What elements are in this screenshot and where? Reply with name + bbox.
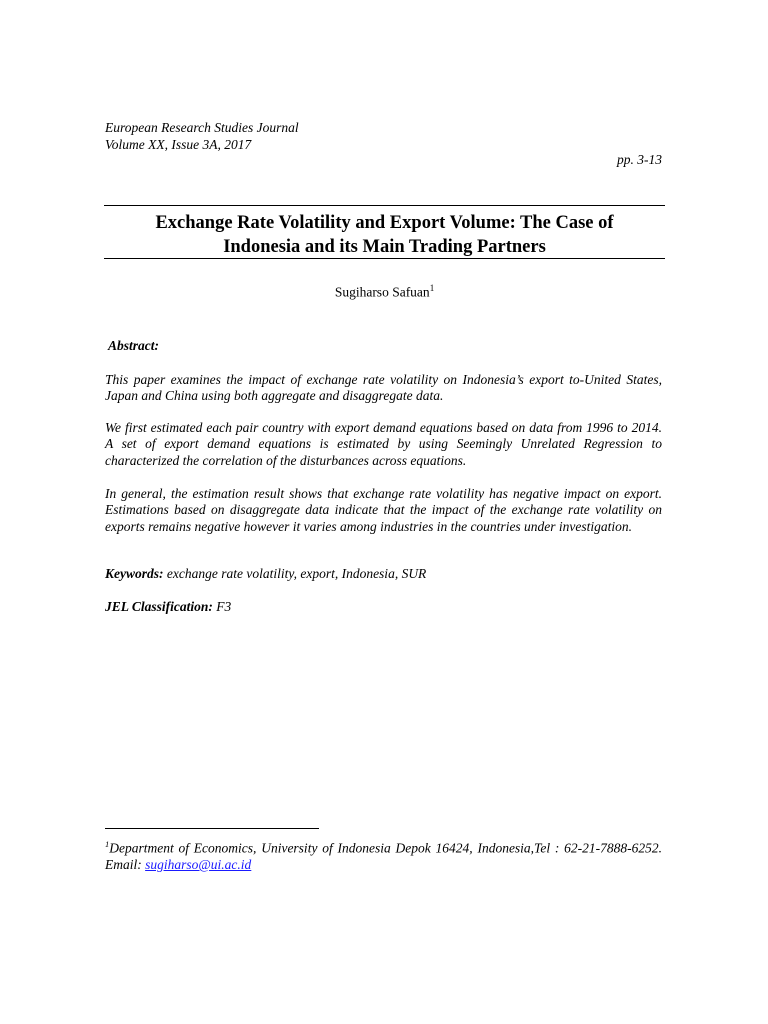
keywords-label: Keywords: [105,566,164,581]
abstract-paragraph-2: We first estimated each pair country with export demand equations based on data from 1996 to 2014. A set of export demand equations is estimated by using Seemingly Unrelated Regression to characterized the correlation of the disturbances across equations. [105,420,662,468]
author [104,283,665,301]
footnote [105,836,662,874]
author-email-link[interactable]: sugiharso@ui.ac.id [145,857,252,872]
footnote-rule [105,828,319,829]
keywords [105,566,426,582]
page-range: pp. 3-13 [617,152,662,167]
abstract-paragraph-1: This paper examines the impact of exchange rate volatility on Indonesia’s export to-United States, Japan and China using both aggregate and disaggregate data. [105,372,662,404]
abstract-label: Abstract: [108,338,160,353]
jel-classification [105,599,231,615]
paper-title-line-1: Exchange Rate Volatility and Export Volume: The Case of [155,213,614,233]
paper-title [104,211,665,259]
jel-value: F3 [212,599,232,614]
jel-label: JEL Classification: [105,599,213,614]
footnote-mark: 1 [105,839,110,849]
paper-title-line-2: Indonesia and its Main Trading Partners [223,237,546,257]
author-name: Sugiharso Safuan [334,284,430,300]
journal-volume: Volume XX, Issue 3A, 2017 [105,137,252,152]
title-bottom-rule [104,258,665,259]
abstract-paragraph-3: In general, the estimation result shows that exchange rate volatility has negative impact on export. Estimations based on disaggregate data indicate that the impact of the exchange rate volatility on exports remains negative however it varies among industries in the countries under investigation. [105,486,662,534]
title-top-rule [104,205,665,206]
journal-name: European Research Studies Journal [105,120,299,135]
keywords-value: exchange rate volatility, export, Indonesia, SUR [163,566,427,581]
author-footnote-mark: 1 [429,283,435,293]
footnote-text: Department of Economics, University of Indonesia Depok 16424, Indonesia,Tel : 62-21-7888-6252. Email: [105,840,662,872]
